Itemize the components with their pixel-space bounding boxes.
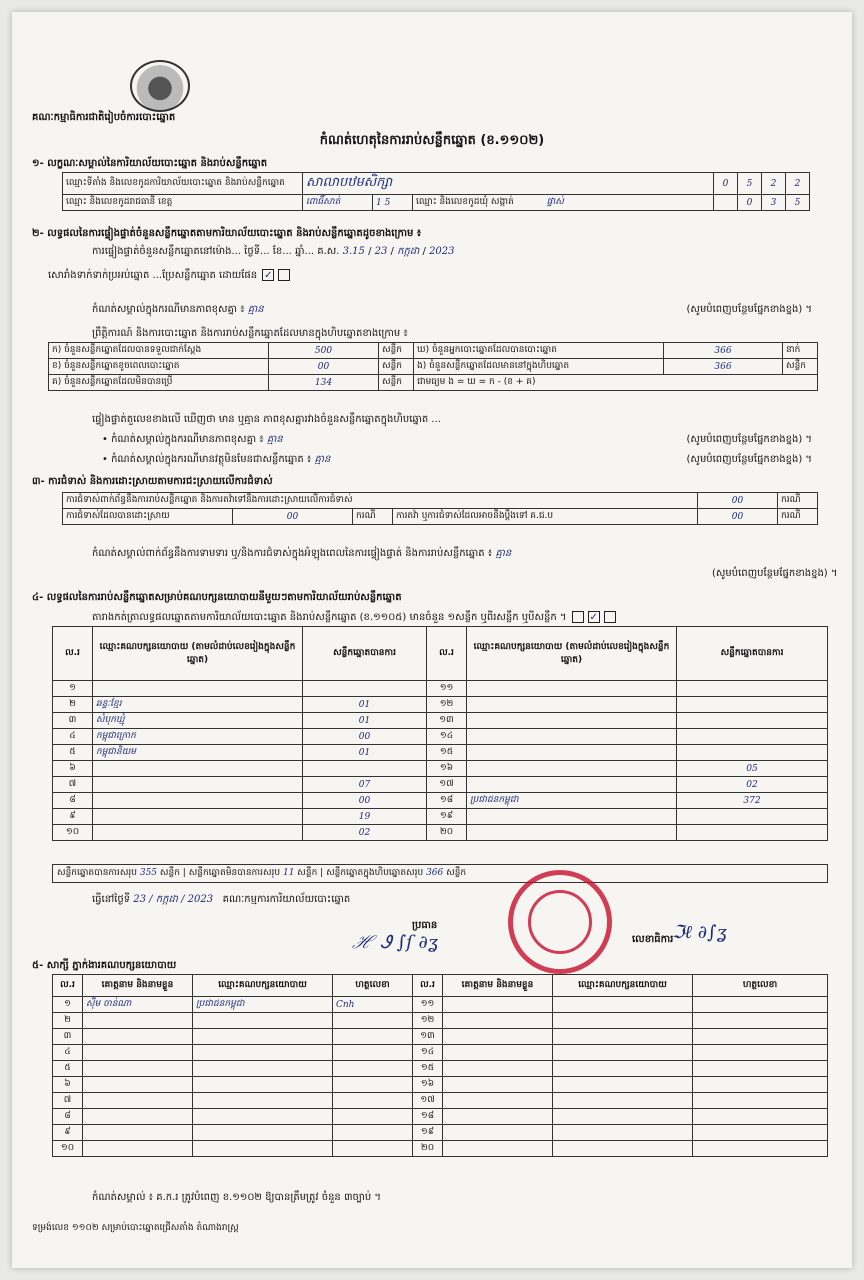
commune-name: ផ្ទាស់	[546, 197, 564, 207]
objection-table: ការជំទាស់ពាក់ព័ន្ធនឹងការរាប់សន្លឹកឆ្នោត និងការតវ៉ាទៅនឹងការដោះស្រាយលើការជំទាស់ 00 ករណី ការជំទាស់ដែលបានដោះស្រាយ 00 ករណី ការតវ៉ា ឬការជំទាស់ដែលអាចនឹងប្តឹងទៅ គ.ជ.ប 00 ករណី	[62, 492, 818, 525]
cell-party: សំបុកឃ្មុំ	[93, 713, 303, 729]
table-row	[53, 1109, 828, 1125]
secretary-label: លេខាធិការ	[632, 934, 674, 945]
table-row	[53, 1061, 828, 1077]
cell-party	[553, 1109, 693, 1125]
cell-party	[553, 1125, 693, 1141]
table-row	[53, 1125, 828, 1141]
section5-title: ៥- សាក្សី ភ្នាក់ងារគណបក្សនយោបាយ	[32, 960, 177, 971]
form-title: កំណត់ហេតុនៃការរាប់សន្លឹកឆ្នោត (ខ.១១០២)	[319, 133, 545, 148]
cell-v	[677, 681, 828, 697]
unused-value: 134	[269, 375, 379, 391]
cell-party	[93, 681, 303, 697]
cell-name	[83, 1109, 193, 1125]
cell-party	[193, 1061, 333, 1077]
station-name: សាលាបឋមសិក្សា	[303, 173, 714, 195]
ballot-count-form	[12, 12, 852, 1268]
box-label: ង) ចំនួនសន្លឹកឆ្នោតដែលមាននៅក្នុងហិបឆ្នោត	[414, 359, 664, 375]
cell-v	[677, 729, 828, 745]
province-label: ឈ្មោះ និងលេខកូដរាជធានី ខេត្ត	[63, 195, 303, 211]
cell-party	[467, 729, 677, 745]
cell-name	[443, 1093, 553, 1109]
cell-name	[443, 1141, 553, 1157]
cell-no: ៦	[53, 1077, 83, 1093]
note-hint: (សូមបំពេញបន្ថែមផ្នែកខាងខ្នង) ។	[712, 568, 838, 579]
secretary-signature: ℑℓ ∂∫ʓ	[672, 922, 727, 943]
cell-party	[467, 761, 677, 777]
cell-sign	[693, 1045, 828, 1061]
cell-name	[443, 1109, 553, 1125]
cell-name	[83, 1029, 193, 1045]
events-intro: ព្រឹត្តិការណ៍ និងការបោះឆ្នោត និងការរាប់សន្លឹកឆ្នោតដែលមានក្នុងហិបឆ្នោតខាងក្រោម ៖	[92, 328, 408, 339]
cell-sign	[693, 997, 828, 1013]
code-digit: 5	[738, 173, 762, 195]
table-row	[53, 1029, 828, 1045]
cell-party	[193, 1141, 333, 1157]
cell-no: ៨	[53, 1109, 83, 1125]
cell-party	[193, 1125, 333, 1141]
cell-party	[93, 777, 303, 793]
chair-signature: ℋ Ꮽ ∫ſ ∂ʓ	[352, 932, 438, 953]
province-name: ពោធិ៍សាត់	[303, 195, 373, 211]
cell-no: ៧	[53, 777, 93, 793]
table-row	[53, 1013, 828, 1029]
invalid-total: 11	[282, 868, 295, 878]
cell-name	[83, 1077, 193, 1093]
cell-no: ៤	[53, 1045, 83, 1061]
commune-label: ឈ្មោះ និងលេខកូដឃុំ សង្កាត់	[416, 197, 514, 207]
cell-party	[553, 1061, 693, 1077]
cell-v: 05	[677, 761, 828, 777]
cell-sign	[693, 1125, 828, 1141]
cell-party	[193, 1029, 333, 1045]
cell-no: ៥	[53, 1061, 83, 1077]
cell-party	[553, 1077, 693, 1093]
bullet-foreign: • កំណត់សម្គាល់ក្នុងករណីមានវត្ថុមិនមែនជាសន្លឹកឆ្នោត ៖ គ្មាន (សូមបំពេញបន្ថែមផ្នែកខាងខ្នង) ។	[102, 454, 812, 465]
cell-sign	[333, 1093, 413, 1109]
cell-v: 01	[303, 697, 427, 713]
cell-no: ១	[53, 681, 93, 697]
cell-party: ប្រជាជនកម្ពុជា	[193, 997, 333, 1013]
cell-v: 02	[677, 777, 828, 793]
cell-v	[303, 761, 427, 777]
cell-party	[93, 761, 303, 777]
cell-party	[193, 1077, 333, 1093]
table-row	[53, 697, 828, 713]
verify-paragraph: ការផ្ទៀងផ្ទាត់ចំនួនសន្លឹកឆ្នោតនៅម៉ោង... ថ្ងៃទី... ខែ... ឆ្នាំ... គ.ស. 3.15 / 23 / កក្កដា / 2023	[92, 246, 455, 257]
commune-digit: 3	[762, 195, 786, 211]
cell-v	[677, 713, 828, 729]
national-emblem-icon	[130, 60, 190, 112]
cell-no: ១៧	[413, 1093, 443, 1109]
cell-no: ១៩	[427, 809, 467, 825]
cell-no: ១៤	[413, 1045, 443, 1061]
box-total: 366	[426, 868, 444, 878]
cell-sign	[693, 1109, 828, 1125]
voters-value: 366	[664, 343, 783, 359]
cell-no: ១៨	[427, 793, 467, 809]
cell-v: 01	[303, 713, 427, 729]
cell-party	[193, 1045, 333, 1061]
cell-sign	[333, 1141, 413, 1157]
cell-name	[443, 1077, 553, 1093]
cell-party	[467, 809, 677, 825]
cell-sign	[333, 1029, 413, 1045]
cell-v: 00	[303, 729, 427, 745]
cell-no: ៣	[53, 713, 93, 729]
cell-sign	[333, 1061, 413, 1077]
cell-v: 372	[677, 793, 828, 809]
received-label: ក) ចំនួនសន្លឹកឆ្នោតដែលបានទទួលជាក់ស្តែង	[49, 343, 269, 359]
valid-total: 355	[139, 868, 158, 878]
table-row	[53, 809, 828, 825]
cell-name	[83, 1093, 193, 1109]
cell-party	[93, 809, 303, 825]
cell-no: ១០	[53, 1141, 83, 1157]
cell-party	[467, 825, 677, 841]
cell-no: ១៧	[427, 777, 467, 793]
cell-sign	[333, 1045, 413, 1061]
votes-header: សន្លឹកឆ្នោតបានការ	[303, 627, 427, 681]
cell-no: ៦	[53, 761, 93, 777]
table-row	[53, 793, 828, 809]
cell-no: ១១	[427, 681, 467, 697]
station-table	[62, 172, 810, 211]
cell-party	[467, 713, 677, 729]
cell-name	[83, 1141, 193, 1157]
cell-v	[677, 825, 828, 841]
cell-no: ២	[53, 697, 93, 713]
table-row	[53, 729, 828, 745]
cell-party	[193, 1109, 333, 1125]
cell-party	[553, 1045, 693, 1061]
cell-no: ៨	[53, 793, 93, 809]
formula: ជាមធ្យម ង = ឃ = ក - (ខ + គ)	[414, 375, 818, 391]
objection-value: 00	[698, 493, 778, 509]
cell-no: ១៨	[413, 1109, 443, 1125]
station-label: ឈ្មោះទីតាំង និងលេខកូដការិយាល័យបោះឆ្នោត និងរាប់សន្លឹកឆ្នោត	[63, 173, 303, 195]
resolved-value: 00	[233, 509, 353, 525]
table-row	[53, 1141, 828, 1157]
table-row	[53, 713, 828, 729]
cell-sign	[693, 1013, 828, 1029]
cell-sign	[693, 1077, 828, 1093]
cell-party	[553, 1141, 693, 1157]
check-icon: ✓	[264, 270, 273, 281]
cell-name	[83, 1061, 193, 1077]
cell-party: ឆន្ទៈខ្មែរ	[93, 697, 303, 713]
cell-no: ៤	[53, 729, 93, 745]
cell-name	[83, 1045, 193, 1061]
cell-party: កម្ពុជានិយម	[93, 745, 303, 761]
cell-sign	[693, 1061, 828, 1077]
section2-title: ២- លទ្ធផលនៃការផ្ទៀងផ្ទាត់ចំនួនសន្លឹកឆ្នោតតាមការិយាល័យបោះឆ្នោត និងរាប់សន្លឹកឆ្នោតដូចខាងក្រោម ៖	[32, 228, 422, 239]
cell-name	[443, 997, 553, 1013]
objection-label: ការជំទាស់ពាក់ព័ន្ធនឹងការរាប់សន្លឹកឆ្នោត និងការតវ៉ាទៅនឹងការដោះស្រាយលើការជំទាស់	[63, 493, 698, 509]
witness-table: ល.រ គោត្តនាម និងនាមខ្លួន ឈ្មោះគណបក្សនយោបាយ ហត្ថលេខា ល.រ គោត្តនាម និងនាមខ្លួន ឈ្មោះគណបក្សនយោបាយ ហត្ថលេខា ១ ស៊ឹម ចាន់ណា ប្រជាជនកម្ពុជា Cnh ១១ ២ ១២ ៣ ១៣ ៤ ១៤ ៥ ១៥ ៦ ១៦ ៧ ១៧ ៨ ១៨ ៩ ១៩ ១០ ២០	[52, 974, 828, 1157]
cell-no: ១២	[413, 1013, 443, 1029]
official-seal-stamp	[508, 870, 612, 974]
cell-party: ប្រជាជនកម្ពុជា	[467, 793, 677, 809]
cell-no: ៧	[53, 1093, 83, 1109]
cell-no: ៥	[53, 745, 93, 761]
cell-party	[193, 1093, 333, 1109]
cell-sign	[333, 1077, 413, 1093]
section3-title: ៣- ការជំទាស់ និងការដោះស្រាយតាមការជះស្រាយលើការជំទាស់	[32, 476, 273, 487]
cell-no: ១៥	[427, 745, 467, 761]
section4-title: ៤- លទ្ធផលនៃការរាប់សន្លឹកឆ្នោតសម្រាប់គណបក្សនយោបាយនីមួយៗតាមការិយាល័យរាប់សន្លឹកឆ្នោត	[32, 592, 402, 603]
diff-note: កំណត់សម្គាល់ក្នុងករណីមានភាពខុសគ្នា ៖ គ្មាន (សូមបំពេញបន្ថែមផ្នែកខាងខ្នង) ។	[92, 304, 812, 315]
cell-name	[443, 1013, 553, 1029]
cell-no: ១៦	[427, 761, 467, 777]
cell-no: ១៩	[413, 1125, 443, 1141]
cell-no: ១២	[427, 697, 467, 713]
table-row	[53, 1093, 828, 1109]
commune-digit: 0	[738, 195, 762, 211]
code-digit: 0	[714, 173, 738, 195]
cell-no: ១០	[53, 825, 93, 841]
box-value: 366	[664, 359, 783, 375]
totals-row: សន្លឹកឆ្នោតបានការសរុប 355 សន្លឹក | សន្លឹកឆ្នោតមិនបានការសរុប 11 សន្លឹក | សន្លឹកឆ្នោតក្នុងហិបឆ្នោតសរុប 366 សន្លឹក	[52, 864, 828, 883]
cell-party	[193, 1013, 333, 1029]
objection-note: កំណត់សម្គាល់ពាក់ព័ន្ធនឹងការទាមទារ ឬ/និងការជំទាស់ក្នុងអំឡុងពេលនៃការផ្ទៀងផ្ទាត់ និងការរាប់សន្លឹកឆ្នោត ៖ គ្មាន	[92, 548, 512, 559]
table-row	[53, 681, 828, 697]
check-paragraph: ផ្ទៀងផ្ទាត់តួលេខខាងលើ ឃើញថា មាន ឬគ្មាន ភាពខុសគ្នារវាងចំនួនសន្លឹកឆ្នោតក្នុងហិបឆ្នោត ...	[92, 414, 441, 425]
cell-sign	[333, 1125, 413, 1141]
cell-no: ១១	[413, 997, 443, 1013]
cell-sign	[333, 1109, 413, 1125]
table-row	[53, 761, 828, 777]
cell-v: 19	[303, 809, 427, 825]
cell-sign	[333, 1013, 413, 1029]
table-row	[53, 1045, 828, 1061]
party-header: ឈ្មោះគណបក្សនយោបាយ (តាមលំដាប់លេខរៀងក្នុងសន្លឹកឆ្នោត)	[93, 627, 303, 681]
cell-v: 01	[303, 745, 427, 761]
unused-label: គ) ចំនួនសន្លឹកឆ្នោតដែលមិនបានប្រើ	[49, 375, 269, 391]
cell-sign	[693, 1141, 828, 1157]
cell-party	[93, 793, 303, 809]
table-row	[53, 997, 828, 1013]
cell-no: ១	[53, 997, 83, 1013]
table-row	[53, 745, 828, 761]
section1-title: ១- លក្ខណៈសម្គាល់នៃការិយាល័យបោះឆ្នោត និងរាប់សន្លឹកឆ្នោត	[32, 158, 268, 169]
cell-name	[83, 1013, 193, 1029]
chair-label: ប្រធាន	[412, 920, 438, 931]
ballot-summary-table: ក) ចំនួនសន្លឹកឆ្នោតដែលបានទទួលជាក់ស្តែង 500 សន្លឹក ឃ) ចំនួនអ្នកបោះឆ្នោតដែលបានបោះឆ្នោត 366 នាក់ ខ) ចំនួនសន្លឹកឆ្នោតខូចពេលបោះឆ្នោត 00 សន្លឹក ង) ចំនួនសន្លឹកឆ្នោតដែលមាននៅក្នុងហិបឆ្នោត 366 សន្លឹក គ) ចំនួនសន្លឹកឆ្នោតដែលមិនបានប្រើ 134 សន្លឹក ជាមធ្យម ង = ឃ = ក - (ខ + គ)	[48, 342, 818, 391]
cell-party	[553, 1029, 693, 1045]
cell-no: ១៤	[427, 729, 467, 745]
commune-digit: 5	[786, 195, 810, 211]
cell-v	[677, 809, 828, 825]
code-digit: 2	[762, 173, 786, 195]
cell-v	[677, 697, 828, 713]
spoiled-value: 00	[269, 359, 379, 375]
cell-v	[677, 745, 828, 761]
bullet-diff: • កំណត់សម្គាល់ក្នុងករណីមានភាពខុសគ្នា ៖ គ្មាន (សូមបំពេញបន្ថែមផ្នែកខាងខ្នង) ។	[102, 434, 812, 445]
cell-party	[553, 1013, 693, 1029]
cell-sign	[693, 1029, 828, 1045]
province-code: 1 5	[373, 195, 413, 211]
cell-party	[467, 745, 677, 761]
results-table: ល.រ ឈ្មោះគណបក្សនយោបាយ (តាមលំដាប់លេខរៀងក្នុងសន្លឹកឆ្នោត) សន្លឹកឆ្នោតបានការ ល.រ ឈ្មោះគណបក្សនយោបាយ (តាមលំដាប់លេខរៀងក្នុងសន្លឹកឆ្នោត) សន្លឹកឆ្នោតបានការ ១ ១១ ២ ឆន្ទៈខ្មែរ 01 ១២ ៣ សំបុកឃ្មុំ 01 ១៣ ៤ កម្ពុជាក្រោក 00 ១៤ ៥ កម្ពុជានិយម 01 ១៥ ៦ ១៦ 05 ៧ 07 ១៧ 02 ៨ 00 ១៨ ប្រជាជនកម្ពុជា 372 ៩ 19 ១៩ ១០ 02 ២០	[52, 626, 828, 841]
cell-v: 02	[303, 825, 427, 841]
cell-party: កម្ពុជាក្រោក	[93, 729, 303, 745]
code-digit: 2	[786, 173, 810, 195]
cell-no: ៩	[53, 1125, 83, 1141]
footnote: កំណត់សម្គាល់ ៖ គ.ក.រ ត្រូវបំពេញ ខ.១១០២ ឱ្យបានត្រឹមត្រូវ ចំនួន ៣ច្បាប់ ។	[92, 1192, 381, 1203]
appeal-value: 00	[698, 509, 778, 525]
cell-no: ១៥	[413, 1061, 443, 1077]
form-footer: ទម្រង់លេខ ១១០២ សម្រាប់បោះឆ្នោតជ្រើសតាំង តំណាងរាស្ត្រ	[32, 1223, 239, 1233]
cell-sign	[693, 1093, 828, 1109]
cell-party	[553, 997, 693, 1013]
spoiled-label: ខ) ចំនួនសន្លឹកឆ្នោតខូចពេលបោះឆ្នោត	[49, 359, 269, 375]
cell-v	[303, 681, 427, 697]
commune-cell	[413, 195, 714, 211]
cell-no: ២០	[427, 825, 467, 841]
cell-sign: Cnh	[333, 997, 413, 1013]
cell-party	[467, 697, 677, 713]
cell-no: ២០	[413, 1141, 443, 1157]
cell-v: 00	[303, 793, 427, 809]
table-row	[53, 825, 828, 841]
sec4-intro: តារាងកត់ត្រាលទ្ធផលឆ្នោតតាមការិយាល័យបោះឆ្នោត និងរាប់សន្លឹកឆ្នោត (ខ.១១០៥) មានចំនួន ១សន្លឹក ឬពីរសន្លឹក ឬបីសន្លឹក ។ ✓	[92, 610, 618, 625]
cell-name	[83, 1125, 193, 1141]
org-name: គណៈកម្មាធិការជាតិរៀបចំការបោះឆ្នោត	[32, 112, 176, 123]
cell-party	[467, 681, 677, 697]
signed-date: ធ្វើនៅថ្ងៃទី 23 / កក្កដា / 2023 គណៈកម្មការការិយាល័យបោះឆ្នោត	[92, 894, 351, 905]
cell-name	[443, 1045, 553, 1061]
cell-no: ១៦	[413, 1077, 443, 1093]
table-row	[53, 777, 828, 793]
cell-no: ២	[53, 1013, 83, 1029]
received-value: 500	[269, 343, 379, 359]
cell-no: ៣	[53, 1029, 83, 1045]
cell-name	[443, 1125, 553, 1141]
voters-label: ឃ) ចំនួនអ្នកបោះឆ្នោតដែលបានបោះឆ្នោត	[414, 343, 664, 359]
cell-name: ស៊ឹម ចាន់ណា	[83, 997, 193, 1013]
cell-party	[93, 825, 303, 841]
table-row	[53, 1077, 828, 1093]
cell-party	[553, 1093, 693, 1109]
cell-v: 07	[303, 777, 427, 793]
resolved-label: ការជំទាស់ដែលបានដោះស្រាយ	[63, 509, 233, 525]
cell-name	[443, 1061, 553, 1077]
seal-paragraph: សោរាំងទាក់ទាក់ប្រអប់ឆ្នោត ...ប្រែសន្លឹកឆ្នោត ដោយផែន ✓	[48, 268, 828, 283]
cell-no: ១៣	[413, 1029, 443, 1045]
appeal-label: ការតវ៉ា ឬការជំទាស់ដែលអាចនឹងប្តឹងទៅ គ.ជ.ប	[393, 509, 698, 525]
cell-no: ១៣	[427, 713, 467, 729]
cell-party	[467, 777, 677, 793]
cell-no: ៩	[53, 809, 93, 825]
cell-name	[443, 1029, 553, 1045]
